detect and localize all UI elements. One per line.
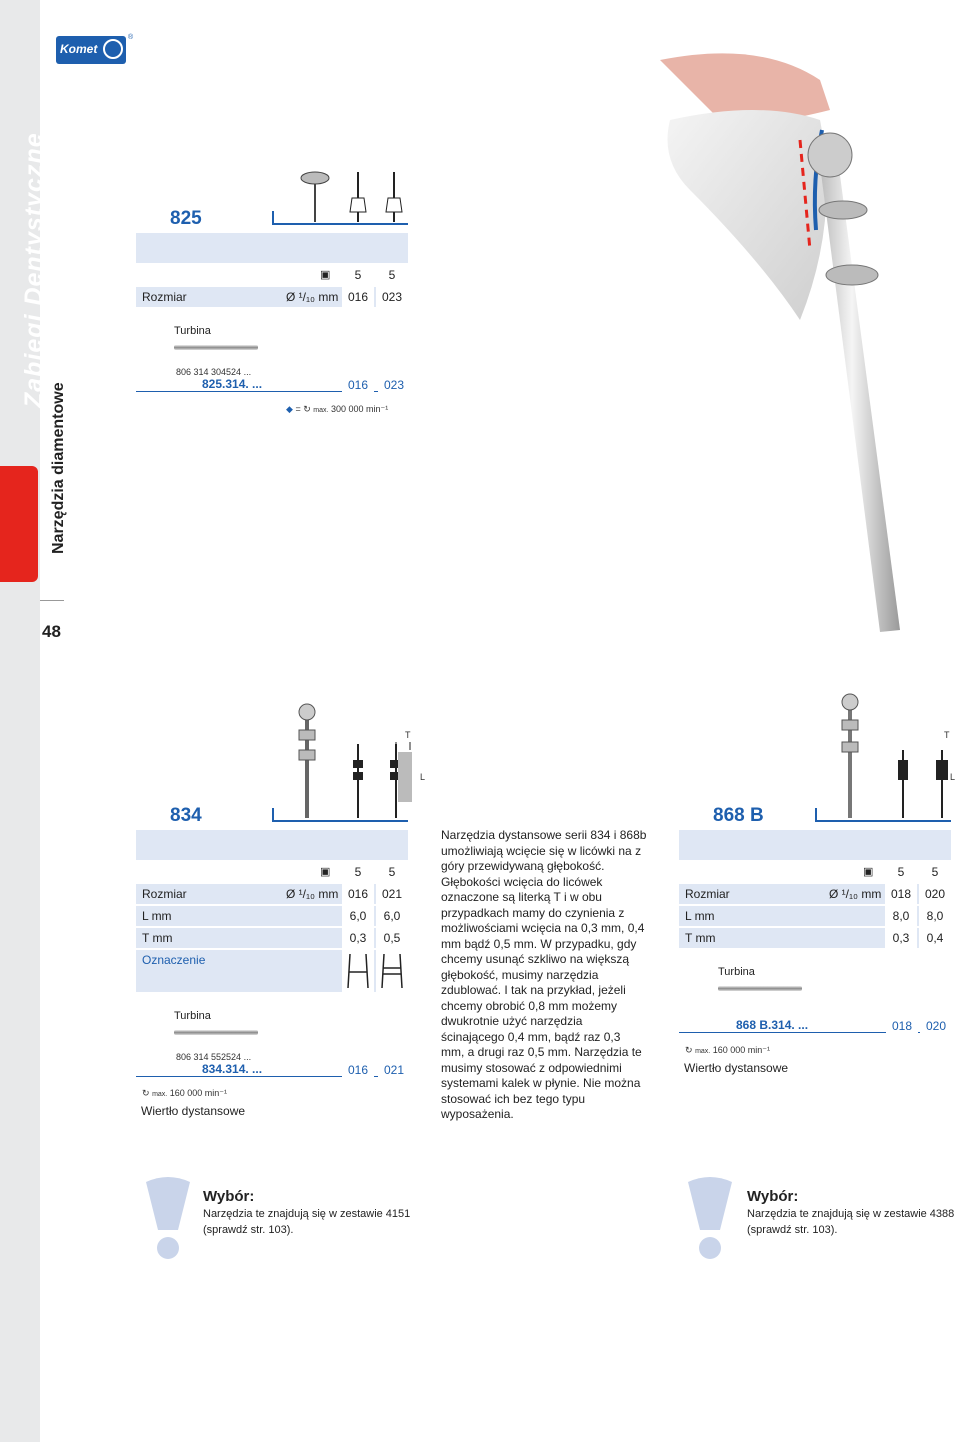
wybor-text: Narzędzia te znajdują się w zestawie 4388 (sprawdź str. 103). <box>747 1208 955 1236</box>
turbina-label: Turbina <box>174 325 211 337</box>
size-value: 020 <box>919 884 951 904</box>
pack-row <box>679 862 951 882</box>
turbina-label: Turbina <box>718 966 755 978</box>
bur-shaft <box>820 160 900 632</box>
rotation-icon: ↻ <box>303 404 311 414</box>
t-value: 0,3 <box>342 928 374 948</box>
t-row <box>136 928 408 948</box>
speed-note <box>142 1088 227 1099</box>
size-value: 016 <box>342 884 374 904</box>
tooth-bur-illustration <box>560 20 960 660</box>
page-number: 48 <box>42 622 61 641</box>
red-section-tab <box>0 466 38 582</box>
title-underline <box>815 820 951 822</box>
pack-qty: 5 <box>919 862 951 882</box>
order-size[interactable]: 016 <box>342 1060 374 1080</box>
title-834: 834 <box>170 805 202 826</box>
max-label: max. <box>313 407 329 414</box>
diagram-L: L <box>420 772 426 782</box>
package-icon: ▣ <box>320 866 331 878</box>
marking-icon <box>376 950 408 992</box>
order-size[interactable]: 020 <box>920 1016 952 1036</box>
diagram-L: L <box>950 772 956 782</box>
speed-note <box>685 1045 770 1056</box>
pack-row <box>136 265 408 285</box>
t-label: T mm <box>685 931 716 945</box>
t-value: 0,4 <box>919 928 951 948</box>
l-row <box>679 906 951 926</box>
diam-unit: Ø ¹/₁₀ mm <box>829 887 882 901</box>
t-row <box>679 928 951 948</box>
diagram-T: T <box>405 730 411 740</box>
logo-text: Komet <box>60 42 98 56</box>
size-value: 023 <box>376 287 408 307</box>
description-paragraph: Narzędzia dystansowe serii 834 i 868b umożliwiają wcięcie się w licówki na z góry przewidywaną głębokość. Głębokości wcięcia do licówek oznaczone są literką T i w obu przypadkach mamy do czynienia z możliwościami wcięcia na 0,3 mm, 0,4 mm bądź 0,5 mm. W przypadku, gdy chcemy usunąć szkliwo na większą głębokość, musimy narzędzia zdublować. I tak na przykład, jeżeli chcemy obrobić 0,8 mm możemy dwukrotnie użyć narzędzia ścinającego 0,4 mm, bądź raz 0,3 mm, a drugi raz 0,5 mm. Narzędzia te musimy stosować z odpowiednimi systemami kalek w płynie. Nie można stosować ich bez tego typu wyposażenia. <box>441 828 647 1121</box>
diam-unit: Ø ¹/₁₀ mm <box>286 887 339 901</box>
l-value: 6,0 <box>342 906 374 926</box>
rozmiar-label: Rozmiar <box>685 887 730 901</box>
catalog-number: 806 314 304524 ... <box>176 367 252 377</box>
title-tick <box>272 808 274 820</box>
t-label: T mm <box>142 931 173 945</box>
pack-qty: 5 <box>376 862 408 882</box>
diagram-T: T <box>944 730 950 740</box>
turbine-drill-icon <box>174 1030 258 1035</box>
l-value: 6,0 <box>376 906 408 926</box>
title-868b: 868 B <box>713 805 764 826</box>
rozmiar-row <box>136 884 408 904</box>
l-row <box>136 906 408 926</box>
pack-qty: 5 <box>342 862 374 882</box>
l-value: 8,0 <box>919 906 951 926</box>
wiertlo-label: Wiertło dystansowe <box>684 1061 789 1075</box>
order-code: 825.314. ... <box>202 377 263 391</box>
divider <box>40 600 64 601</box>
rozmiar-label: Rozmiar <box>142 290 187 304</box>
order-code: 868 B.314. ... <box>736 1018 809 1032</box>
max-label: max. <box>695 1048 711 1055</box>
package-icon: ▣ <box>863 866 874 878</box>
header-band <box>136 233 408 263</box>
rozmiar-row <box>136 287 408 307</box>
rpm-value: 300 000 min⁻¹ <box>330 404 389 414</box>
rpm-value: 160 000 min⁻¹ <box>169 1088 228 1098</box>
max-label: max. <box>152 1091 168 1098</box>
wiertlo-label: Wiertło dystansowe <box>141 1104 246 1118</box>
turbina-label: Turbina <box>174 1010 211 1022</box>
registered-mark: ® <box>128 34 134 41</box>
header-band <box>136 830 408 860</box>
t-value: 0,5 <box>376 928 408 948</box>
header-band <box>679 830 951 860</box>
title-tick <box>272 211 274 223</box>
l-value: 8,0 <box>885 906 917 926</box>
bur-ring-2 <box>826 265 878 285</box>
pack-row <box>136 862 408 882</box>
wybor-text: Narzędzia te znajdują się w zestawie 4151 (sprawdź str. 103). <box>203 1208 411 1236</box>
equals-sign: = <box>295 404 301 414</box>
order-size[interactable]: 021 <box>378 1060 410 1080</box>
l-label: L mm <box>685 909 715 923</box>
package-icon: ▣ <box>320 269 331 281</box>
order-size[interactable]: 016 <box>342 375 374 395</box>
diam-unit: Ø ¹/₁₀ mm <box>286 290 339 304</box>
rpm-value: 160 000 min⁻¹ <box>712 1045 771 1055</box>
rotation-icon: ↻ <box>685 1045 693 1055</box>
title-tick <box>815 808 817 820</box>
turbine-drill-icon <box>174 345 258 350</box>
wybor-title: Wybór: <box>203 1188 255 1205</box>
t-value: 0,3 <box>885 928 917 948</box>
pack-qty: 5 <box>885 862 917 882</box>
oznaczenie-row <box>136 950 408 992</box>
marking-icon <box>342 950 374 992</box>
order-code: 834.314. ... <box>202 1062 263 1076</box>
rotation-icon: ↻ <box>142 1088 150 1098</box>
speed-note <box>286 404 388 415</box>
rozmiar-row <box>679 884 951 904</box>
order-size[interactable]: 018 <box>886 1016 918 1036</box>
bur-ring-1 <box>819 201 867 219</box>
diamond-icon: ◆ <box>286 404 293 414</box>
rozmiar-label: Rozmiar <box>142 887 187 901</box>
bur-834-drawings <box>290 700 430 820</box>
bur-825-drawings <box>290 168 410 224</box>
catalog-number: 806 314 552524 ... <box>176 1052 252 1062</box>
turbine-drill-icon <box>718 986 802 991</box>
size-value: 018 <box>885 884 917 904</box>
size-value: 021 <box>376 884 408 904</box>
logo-swirl-icon <box>103 39 123 59</box>
tooth <box>668 110 827 320</box>
exclamation-icon <box>680 1172 740 1262</box>
order-size[interactable]: 023 <box>378 375 410 395</box>
pack-qty: 5 <box>342 265 374 285</box>
komet-logo <box>56 36 126 64</box>
title-underline <box>272 820 408 822</box>
bur-868b-drawings <box>830 690 960 820</box>
size-value: 016 <box>342 287 374 307</box>
l-label: L mm <box>142 909 172 923</box>
exclamation-icon <box>138 1172 198 1262</box>
wybor-title: Wybór: <box>747 1188 799 1205</box>
bur-head <box>808 133 852 177</box>
oznaczenie-label: Oznaczenie <box>142 953 206 967</box>
title-825: 825 <box>170 208 202 229</box>
pack-qty: 5 <box>376 265 408 285</box>
